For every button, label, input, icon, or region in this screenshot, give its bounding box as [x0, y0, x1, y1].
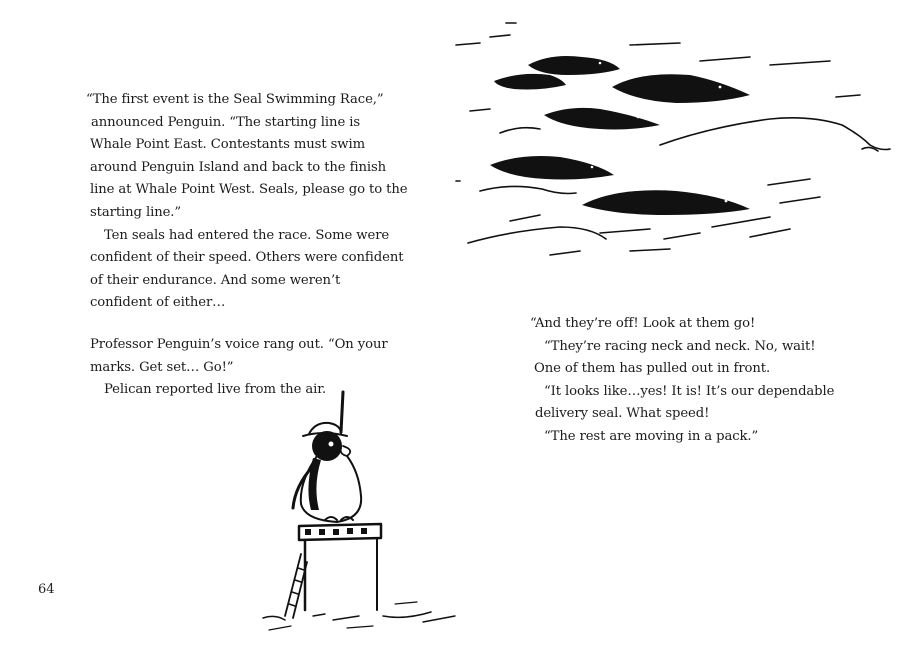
text-line: “The first event is the Seal Swimming Race,”: [86, 92, 384, 107]
text-line: Pelican reported live from the air.: [104, 382, 327, 398]
text-line: confident of either…: [90, 295, 226, 311]
text-line: announced Penguin. “The starting line is: [91, 114, 361, 130]
text-line: confident of their speed. Others were confident: [90, 250, 404, 266]
text-line: Professor Penguin’s voice rang out. “On your: [90, 337, 388, 352]
text-line: delivery seal. What speed!: [535, 406, 710, 422]
left-text-block-1: [86, 89, 407, 315]
right-text-block-1: [530, 313, 834, 449]
seals-swimming-illustration: [450, 15, 900, 270]
text-line: “And they’re off! Look at them go!: [530, 316, 756, 331]
page-number: 64: [38, 582, 55, 597]
text-line: of their endurance. And some weren’t: [90, 272, 341, 288]
text-line: marks. Get set… Go!”: [90, 359, 234, 375]
penguin-on-stand-illustration: [255, 390, 465, 630]
text-line: starting line.”: [90, 204, 182, 220]
text-line: Ten seals had entered the race. Some were: [104, 227, 390, 243]
text-line: around Penguin Island and back to the finish: [90, 159, 387, 175]
text-line: “The rest are moving in a pack.”: [544, 428, 759, 444]
text-line: “It looks like…yes! It is! It’s our dependable: [544, 383, 835, 399]
text-line: One of them has pulled out in front.: [534, 361, 771, 377]
text-line: line at Whale Point West. Seals, please go to the: [90, 182, 408, 198]
text-line: Whale Point East. Contestants must swim: [90, 137, 365, 153]
text-line: “They’re racing neck and neck. No, wait!: [544, 338, 816, 354]
